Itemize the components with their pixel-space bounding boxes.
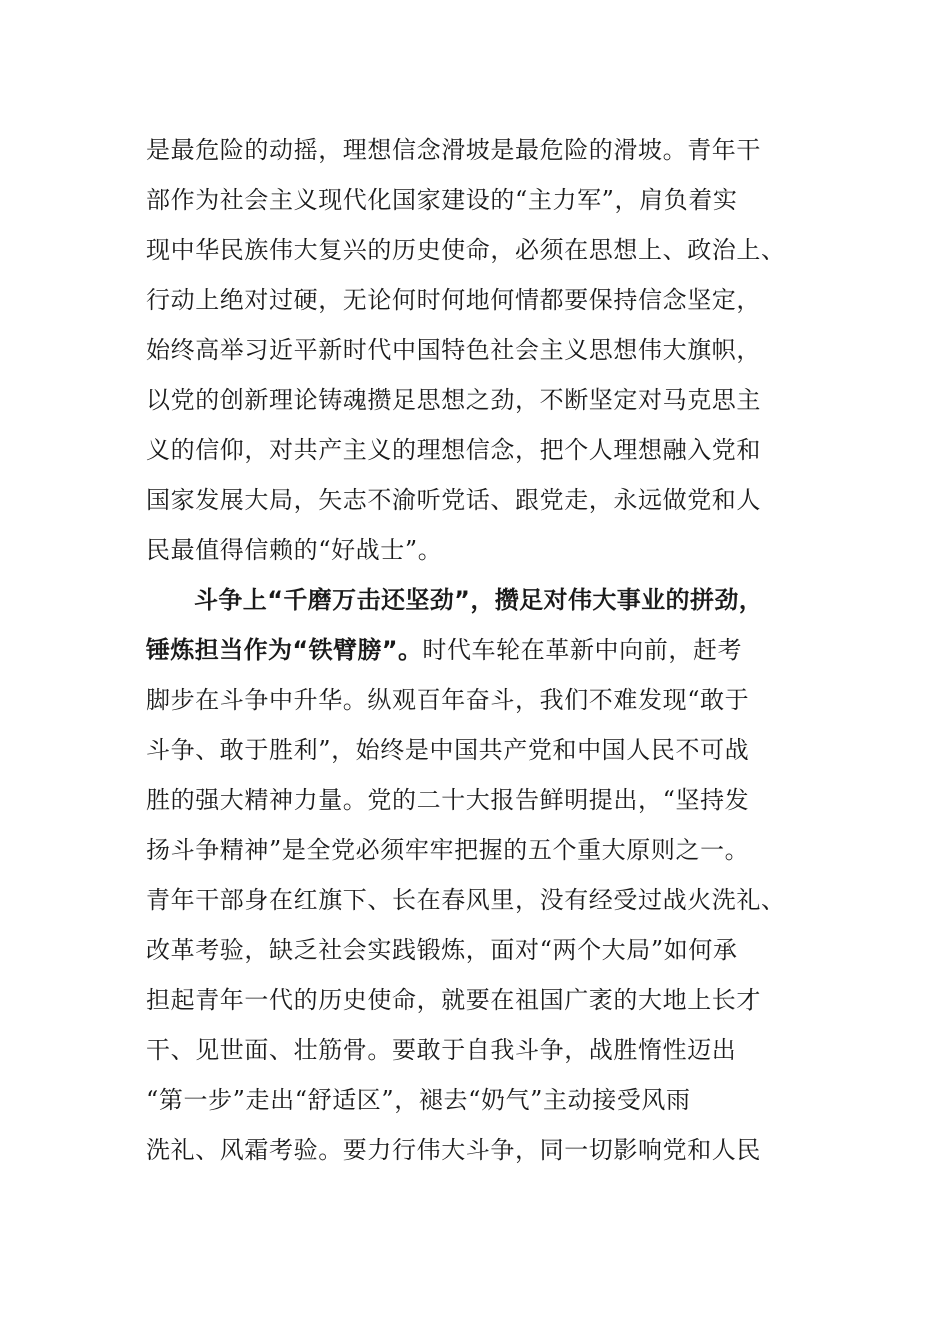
paragraph-1-line-9: 民最值得信赖的“好战士”。 [146,536,443,564]
paragraph-2-line-2-rest: 时代车轮在革新中向前，赶考 [422,636,743,664]
paragraph-1-line-7: 义的信仰，对共产主义的理想信念，把个人理想融入党和 [146,436,761,464]
paragraph-2-line-2 [146,635,742,665]
paragraph-1-line-4: 行动上绝对过硬，无论何时何地何情都要保持信念坚定， [146,286,761,314]
paragraph-2-line-8: 改革考验，缺乏社会实践锻炼，面对“两个大局”如何承 [146,936,738,964]
paragraph-1-line-5: 始终高举习近平新时代中国特色社会主义思想伟大旗帜， [146,336,761,364]
paragraph-1-line-1: 是最危险的动摇，理想信念滑坡是最危险的滑坡。青年干 [146,136,761,164]
paragraph-1-line-2: 部作为社会主义现代化国家建设的“主力军”，肩负着实 [146,186,738,214]
paragraph-2-line-6: 扬斗争精神”是全党必须牢牢把握的五个重大原则之一。 [146,836,750,864]
paragraph-2-line-12: 洗礼、风霜考验。要力行伟大斗争，同一切影响党和人民 [146,1136,761,1164]
paragraph-2-line-11: “第一步”走出“舒适区”，褪去“奶气”主动接受风雨 [146,1086,691,1114]
paragraph-2-line-3: 脚步在斗争中升华。纵观百年奋斗，我们不难发现“敢于 [146,686,750,714]
paragraph-1-line-8: 国家发展大局，矢志不渝听党话、跟党走，永远做党和人 [146,486,761,514]
paragraph-2-heading-line-1: 斗争上“千磨万击还坚劲”，攒足对伟大事业的拼劲， [194,586,764,614]
paragraph-2-line-10: 干、见世面、壮筋骨。要敢于自我斗争，战胜惰性迈出 [146,1036,737,1064]
paragraph-2-line-9: 担起青年一代的历史使命，就要在祖国广袤的大地上长才 [146,986,761,1014]
paragraph-2-line-7: 青年干部身在红旗下、长在春风里，没有经受过战火洗礼、 [146,886,786,914]
paragraph-2-heading-line-2: 锤炼担当作为“铁臂膀”。 [146,636,423,664]
paragraph-2-line-4: 斗争、敢于胜利”，始终是中国共产党和中国人民不可战 [146,736,750,764]
paragraph-2-line-5: 胜的强大精神力量。党的二十大报告鲜明提出，“坚持发 [146,786,750,814]
paragraph-1-line-3: 现中华民族伟大复兴的历史使命，必须在思想上、政治上、 [146,236,786,264]
paragraph-1-line-6: 以党的创新理论铸魂攒足思想之劲，不断坚定对马克思主 [146,386,761,414]
